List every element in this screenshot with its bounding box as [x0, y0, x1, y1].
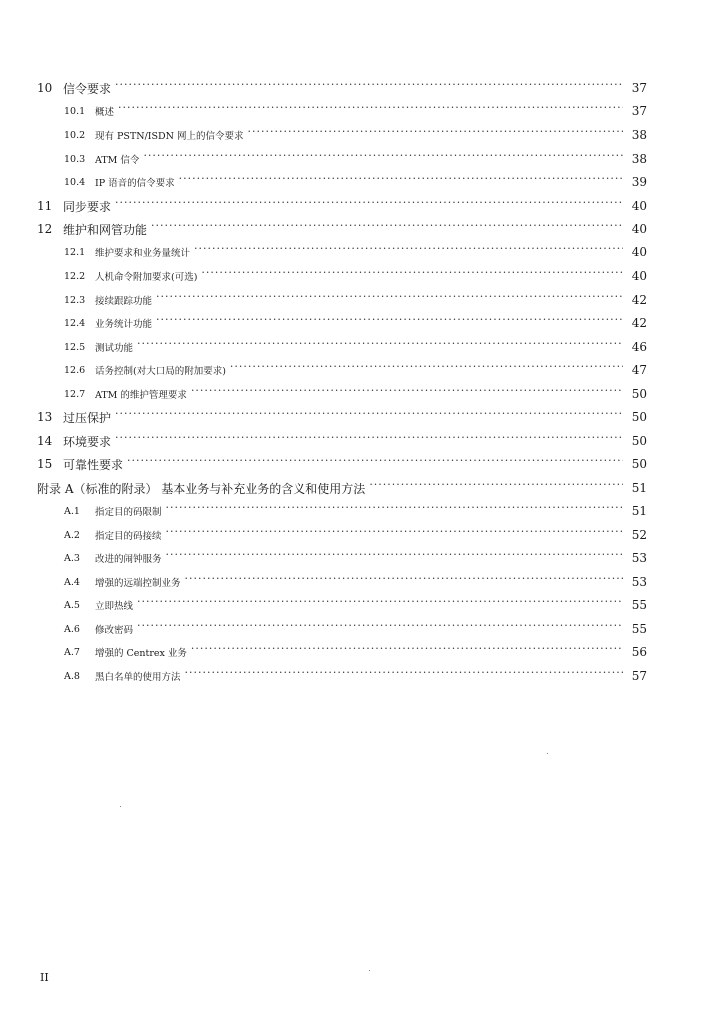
- toc-entry-number: A.5: [64, 599, 80, 611]
- toc-entry-page: 46: [631, 340, 647, 354]
- toc-entry-title: 环境要求: [63, 434, 112, 449]
- dot-leader: [247, 128, 623, 142]
- dot-leader: [179, 175, 623, 189]
- dot-leader: [194, 245, 623, 259]
- toc-entry-page: 50: [631, 387, 647, 401]
- toc-entry-title: 信令要求: [63, 81, 112, 96]
- toc-entry-number: 15: [37, 457, 53, 471]
- toc-entry-title: 附录 A（标准的附录） 基本业务与补充业务的含义和使用方法: [37, 481, 366, 496]
- toc-entry[interactable]: [37, 431, 647, 451]
- toc-entry-number: 12.5: [64, 341, 86, 353]
- dot-leader: [201, 269, 623, 283]
- scan-speck: [369, 970, 370, 971]
- toc-entry-number: 13: [37, 410, 53, 424]
- toc-entry-number: A.7: [64, 646, 80, 658]
- toc-entry[interactable]: [64, 290, 647, 310]
- toc-entry-number: 12.3: [64, 294, 86, 306]
- toc-entry-title: 修改密码: [95, 625, 134, 636]
- toc-entry-page: 40: [631, 245, 647, 259]
- dot-leader: [127, 457, 623, 471]
- toc-entry-page: 52: [631, 528, 647, 542]
- toc-entry-title: ATM 的维护管理要求: [95, 390, 187, 401]
- toc-entry-page: 53: [631, 575, 647, 589]
- toc-entry[interactable]: [64, 360, 647, 380]
- dot-leader: [151, 222, 623, 236]
- toc-entry[interactable]: [64, 172, 647, 192]
- dot-leader: [143, 152, 623, 166]
- toc-entry-number: 12: [37, 222, 53, 236]
- toc-entry[interactable]: [37, 196, 647, 216]
- toc-entry-number: 12.7: [64, 388, 86, 400]
- dot-leader: [230, 363, 623, 377]
- toc-entry[interactable]: [64, 642, 647, 662]
- dot-leader: [137, 340, 623, 354]
- toc-entry-title: 接续跟踪功能: [95, 296, 153, 307]
- toc-entry[interactable]: [64, 125, 647, 145]
- toc-entry-title: 现有 PSTN/ISDN 网上的信令要求: [95, 131, 244, 142]
- dot-leader: [166, 551, 623, 565]
- toc-entry[interactable]: [64, 384, 647, 404]
- toc-entry[interactable]: [37, 407, 647, 427]
- toc-entry-number: A.2: [64, 529, 80, 541]
- toc-entry[interactable]: [37, 454, 647, 474]
- toc-entry-number: 10.4: [64, 176, 86, 188]
- toc-entry-page: 47: [631, 363, 647, 377]
- dot-leader: [137, 622, 623, 636]
- toc-entry-page: 51: [631, 504, 647, 518]
- dot-leader: [115, 410, 623, 424]
- dot-leader: [166, 528, 623, 542]
- dot-leader: [118, 104, 623, 118]
- toc-entry-title: 测试功能: [95, 343, 134, 354]
- toc-entry-title: 黑白名单的使用方法: [95, 672, 181, 683]
- toc-entry-appendix[interactable]: [37, 478, 647, 498]
- toc-entry-number: 11: [37, 199, 53, 213]
- toc-entry-page: 56: [631, 645, 647, 659]
- toc-entry-title: IP 语音的信令要求: [95, 178, 175, 189]
- toc-entry-number: A.4: [64, 576, 80, 588]
- toc-entry[interactable]: [64, 337, 647, 357]
- toc-entry-page: 40: [631, 222, 647, 236]
- toc-entry[interactable]: [37, 219, 647, 239]
- toc-entry-title: 指定目的码接续: [95, 531, 162, 542]
- page-number-footer: II: [40, 971, 49, 984]
- toc-entry[interactable]: [64, 525, 647, 545]
- toc-entry-title: 过压保护: [63, 410, 112, 425]
- toc-entry-page: 37: [631, 81, 647, 95]
- toc-entry-number: 10.3: [64, 153, 86, 165]
- dot-leader: [156, 316, 623, 330]
- toc-entry-page: 50: [631, 410, 647, 424]
- dot-leader: [191, 387, 623, 401]
- dot-leader: [166, 504, 623, 518]
- toc-entry[interactable]: [64, 313, 647, 333]
- toc-entry-page: 55: [631, 598, 647, 612]
- dot-leader: [115, 81, 623, 95]
- toc-entry[interactable]: [37, 78, 647, 98]
- toc-entry[interactable]: [64, 501, 647, 521]
- toc-entry-number: 12.1: [64, 246, 86, 258]
- toc-entry-title: 增强的 Centrex 业务: [95, 648, 187, 659]
- toc-entry-number: 10.1: [64, 105, 86, 117]
- dot-leader: [185, 575, 623, 589]
- toc-entry[interactable]: [64, 242, 647, 262]
- dot-leader: [115, 434, 623, 448]
- toc-entry-page: 53: [631, 551, 647, 565]
- toc-entry-title: 改进的闹钟服务: [95, 554, 162, 565]
- toc-entry-page: 55: [631, 622, 647, 636]
- toc-entry-title: 可靠性要求: [63, 457, 124, 472]
- toc-entry-number: A.8: [64, 670, 80, 682]
- toc-entry-number: 10: [37, 81, 53, 95]
- toc-entry[interactable]: [64, 572, 647, 592]
- toc-entry-number: A.1: [64, 505, 80, 517]
- toc-entry-title: 同步要求: [63, 199, 112, 214]
- toc-entry-page: 50: [631, 434, 647, 448]
- dot-leader: [185, 669, 623, 683]
- dot-leader: [369, 481, 623, 495]
- toc-entry[interactable]: [64, 666, 647, 686]
- toc-entry[interactable]: [64, 595, 647, 615]
- toc-entry-title: 增强的远端控制业务: [95, 578, 181, 589]
- toc-entry-number: 12.6: [64, 364, 86, 376]
- toc-entry-page: 39: [631, 175, 647, 189]
- toc-entry-page: 40: [631, 199, 647, 213]
- dot-leader: [156, 293, 623, 307]
- dot-leader: [115, 199, 623, 213]
- toc-entry-page: 38: [631, 128, 647, 142]
- toc-entry[interactable]: [64, 101, 647, 121]
- toc-entry-page: 37: [631, 104, 647, 118]
- toc-entry-page: 40: [631, 269, 647, 283]
- toc-entry-title: ATM 信令: [95, 155, 140, 166]
- toc-entry-title: 指定目的码限制: [95, 507, 162, 518]
- toc-entry-number: A.3: [64, 552, 80, 564]
- toc-entry-number: 14: [37, 434, 53, 448]
- toc-entry-title: 概述: [95, 107, 115, 118]
- toc-entry-title: 业务统计功能: [95, 319, 153, 330]
- toc-entry[interactable]: [64, 619, 647, 639]
- toc-entry[interactable]: [64, 149, 647, 169]
- toc-entry-page: 57: [631, 669, 647, 683]
- toc-entry[interactable]: [64, 548, 647, 568]
- scan-speck: [547, 753, 548, 754]
- toc-entry-title: 立即热线: [95, 601, 134, 612]
- toc-entry-number: 12.2: [64, 270, 86, 282]
- toc-entry-title: 维护和网管功能: [63, 222, 148, 237]
- toc-entry-page: 42: [631, 316, 647, 330]
- dot-leader: [191, 645, 623, 659]
- toc-entry-number: 10.2: [64, 129, 86, 141]
- toc-entry-page: 42: [631, 293, 647, 307]
- toc-entry[interactable]: [64, 266, 647, 286]
- dot-leader: [137, 598, 623, 612]
- scan-speck: [120, 806, 121, 807]
- toc-entry-page: 51: [631, 481, 647, 495]
- toc-entry-title: 话务控制(对大口局的附加要求): [95, 366, 226, 377]
- toc-entry-title: 维护要求和业务量统计: [95, 248, 191, 259]
- toc-entry-number: 12.4: [64, 317, 86, 329]
- toc-entry-number: A.6: [64, 623, 80, 635]
- toc-entry-page: 50: [631, 457, 647, 471]
- toc-entry-title: 人机命令附加要求(可选): [95, 272, 198, 283]
- toc-entry-page: 38: [631, 152, 647, 166]
